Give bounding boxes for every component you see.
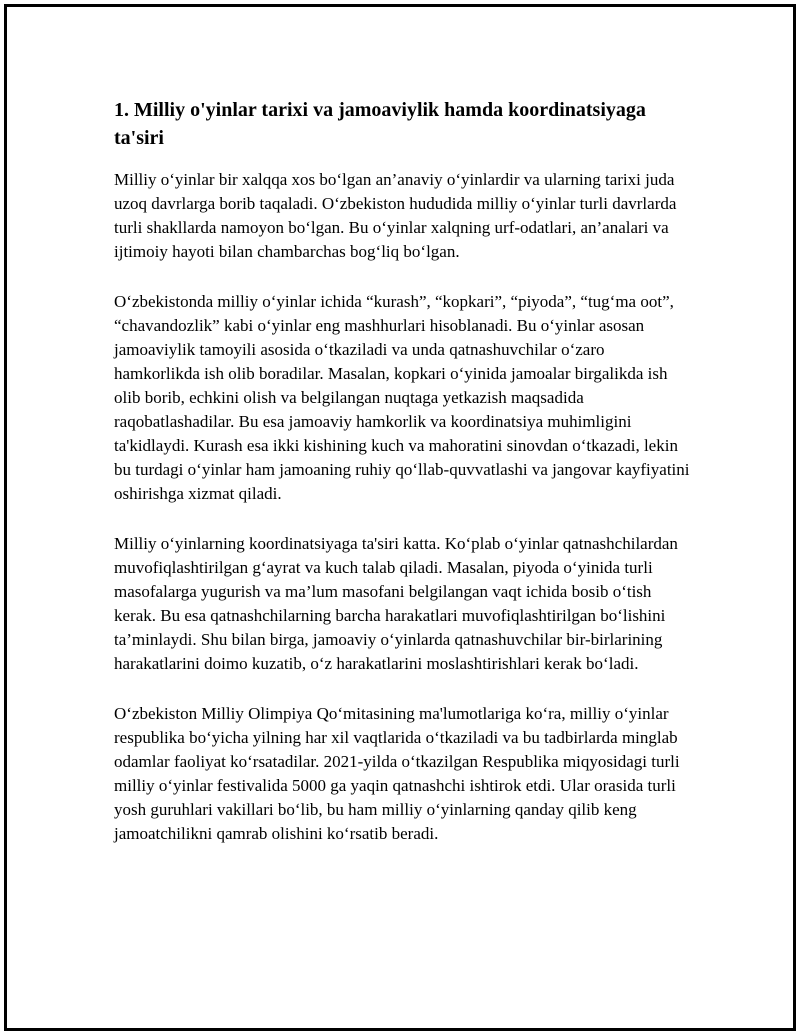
paragraph-popular-games: O‘zbekistonda milliy o‘yinlar ichida “kurash”, “kopkari”, “piyoda”, “tug‘ma oot”, “chavandozlik” kabi o‘yinlar eng mashhurlari hisoblanadi. Bu o‘yinlar asosan jamoaviylik tamoyili asosida o‘tkaziladi va unda qatnashuvchilar o‘zaro hamkorlikda ish olib boradilar. Masalan, kopkari o‘yinida jamoalar birgalikda ish olib borib, echkini olish va belgilangan nuqtaga yetkazish maqsadida raqobatlashadilar. Bu esa jamoaviy hamkorlik va koordinatsiya muhimligini ta'kidlaydi. Kurash esa ikki kishining kuch va mahoratini sinovdan o‘tkazadi, lekin bu turdagi o‘yinlar ham jamoaning ruhiy qo‘llab-quvvatlashi va jangovar kayfiyatini oshirishga xizmat qiladi. <box>114 292 690 503</box>
paragraph-coordination: Milliy o‘yinlarning koordinatsiyaga ta'siri katta. Ko‘plab o‘yinlar qatnashchilardan muvofiqlashtirilgan g‘ayrat va kuch talab qiladi. Masalan, piyoda o‘yinida turli masofalarga yugurish va ma’lum masofani belgilangan vaqt ichida bosib o‘tish kerak. Bu esa qatnashchilarning barcha harakatlari muvofiqlashtirilgan bo‘lishini ta’minlaydi. Shu bilan birga, jamoaviy o‘yinlarda qatnashuvchilar bir-birlarining harakatlarini doimo kuzatib, o‘z harakatlarini moslashtirishlari kerak bo‘ladi. <box>114 534 678 673</box>
document-body <box>114 96 694 872</box>
paragraph-statistics: O‘zbekiston Milliy Olimpiya Qo‘mitasining ma'lumotlariga ko‘ra, milliy o‘yinlar respublika bo‘yicha yilning har xil vaqtlarida o‘tkaziladi va bu tadbirlarda minglab odamlar faoliyat ko‘rsatadilar. 2021-yilda o‘tkazilgan Respublika miqyosidagi turli milliy o‘yinlar festivalida 5000 ga yaqin qatnashchi ishtirok etdi. Ular orasida turli yosh guruhlari vakillari bo‘lib, bu ham milliy o‘yinlarning qanday qilib keng jamoatchilikni qamrab olishini ko‘rsatib beradi. <box>114 704 680 843</box>
section-heading: 1. Milliy o'yinlar tarixi va jamoaviylik hamda koordinatsiyaga ta'siri <box>114 99 646 149</box>
paragraph-history: Milliy o‘yinlar bir xalqqa xos bo‘lgan an’anaviy o‘yinlardir va ularning tarixi juda uzoq davrlarga borib taqaladi. O‘zbekiston hududida milliy o‘yinlar turli davrlarda turli shakllarda namoyon bo‘lgan. Bu o‘yinlar xalqning urf-odatlari, an’analari va ijtimoiy hayoti bilan chambarchas bog‘liq bo‘lgan. <box>114 170 677 261</box>
